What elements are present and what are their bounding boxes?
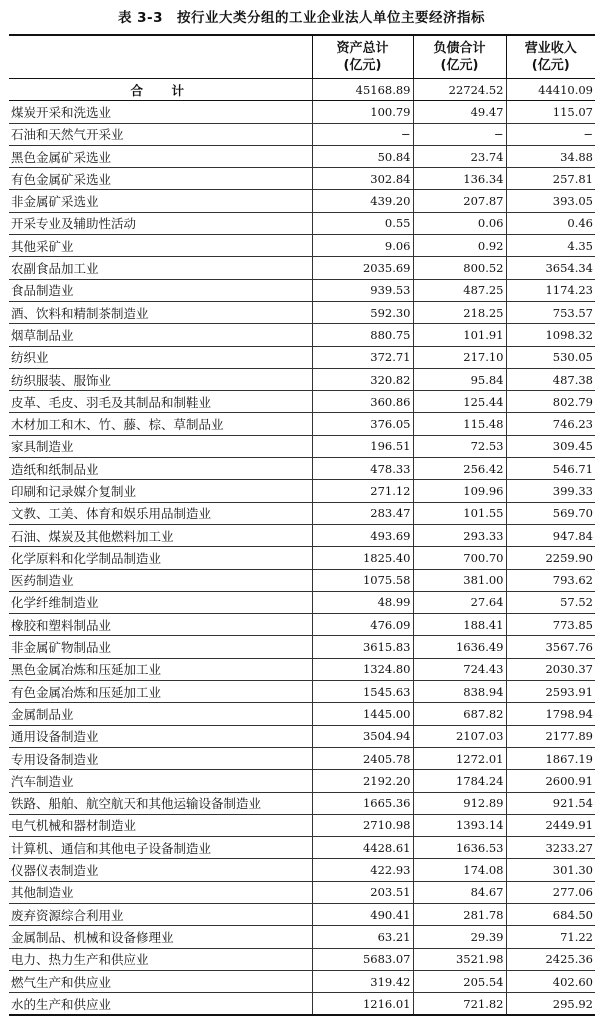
industry-name: 橡胶和塑料制品业 <box>9 614 312 636</box>
industry-name: 电气机械和器材制造业 <box>9 814 312 836</box>
revenue-value: 309.45 <box>506 435 595 457</box>
assets-value: 283.47 <box>312 502 413 524</box>
revenue-value: 2177.89 <box>506 725 595 747</box>
header-operating-revenue-label: 营业收入 <box>524 41 577 56</box>
industry-name: 化学原料和化学制品制造业 <box>9 547 312 569</box>
liabilities-value: 912.89 <box>413 792 506 814</box>
industry-name: 木材加工和木、竹、藤、棕、草制品业 <box>9 413 312 435</box>
header-total-liabilities <box>413 35 506 79</box>
total-label: 合 计 <box>9 79 312 101</box>
industry-name: 造纸和纸制品业 <box>9 458 312 480</box>
liabilities-value: 0.06 <box>413 212 506 234</box>
assets-value: 939.53 <box>312 279 413 301</box>
revenue-value: 4.35 <box>506 235 595 257</box>
liabilities-value: 29.39 <box>413 926 506 948</box>
table-row <box>9 970 595 992</box>
assets-value: 422.93 <box>312 859 413 881</box>
industry-name: 汽车制造业 <box>9 770 312 792</box>
industry-name: 印刷和记录媒介复制业 <box>9 480 312 502</box>
table-row <box>9 279 595 301</box>
revenue-value: 0.46 <box>506 212 595 234</box>
assets-value: 3504.94 <box>312 725 413 747</box>
industry-name: 烟草制品业 <box>9 324 312 346</box>
liabilities-value: 256.42 <box>413 458 506 480</box>
table-row <box>9 257 595 279</box>
revenue-value: 684.50 <box>506 903 595 925</box>
revenue-value: 802.79 <box>506 391 595 413</box>
assets-value: 50.84 <box>312 145 413 167</box>
table-row <box>9 480 595 502</box>
liabilities-value: 381.00 <box>413 569 506 591</box>
revenue-value: 487.38 <box>506 368 595 390</box>
assets-value: − <box>312 123 413 145</box>
header-total-liabilities-unit: (亿元) <box>440 58 479 73</box>
table-row <box>9 524 595 546</box>
table-row <box>9 903 595 925</box>
table-row <box>9 837 595 859</box>
total-revenue-value: 44410.09 <box>506 79 595 101</box>
table-row <box>9 324 595 346</box>
revenue-value: 3233.27 <box>506 837 595 859</box>
revenue-value: 569.70 <box>506 502 595 524</box>
assets-value: 592.30 <box>312 301 413 323</box>
industry-name: 有色金属矿采选业 <box>9 168 312 190</box>
liabilities-value: 721.82 <box>413 993 506 1016</box>
liabilities-value: 205.54 <box>413 970 506 992</box>
liabilities-value: 95.84 <box>413 368 506 390</box>
revenue-value: 2259.90 <box>506 547 595 569</box>
table-row <box>9 614 595 636</box>
header-operating-revenue-unit: (亿元) <box>531 58 570 73</box>
assets-value: 439.20 <box>312 190 413 212</box>
assets-value: 2405.78 <box>312 747 413 769</box>
industry-name: 燃气生产和供应业 <box>9 970 312 992</box>
table-row <box>9 926 595 948</box>
revenue-value: 753.57 <box>506 301 595 323</box>
revenue-value: 1798.94 <box>506 703 595 725</box>
table-row <box>9 458 595 480</box>
liabilities-value: 1636.49 <box>413 636 506 658</box>
liabilities-value: 72.53 <box>413 435 506 457</box>
liabilities-value: 207.87 <box>413 190 506 212</box>
liabilities-value: 487.25 <box>413 279 506 301</box>
table-row <box>9 212 595 234</box>
industry-name: 其他制造业 <box>9 881 312 903</box>
table-row <box>9 636 595 658</box>
industry-name: 通用设备制造业 <box>9 725 312 747</box>
liabilities-value: 115.48 <box>413 413 506 435</box>
assets-value: 1216.01 <box>312 993 413 1016</box>
assets-value: 0.55 <box>312 212 413 234</box>
table-row <box>9 591 595 613</box>
industry-name: 开采专业及辅助性活动 <box>9 212 312 234</box>
economic-indicators-table <box>9 34 595 1016</box>
total-assets-value: 45168.89 <box>312 79 413 101</box>
revenue-value: 746.23 <box>506 413 595 435</box>
liabilities-value: 27.64 <box>413 591 506 613</box>
revenue-value: 2449.91 <box>506 814 595 836</box>
table-row <box>9 502 595 524</box>
table-row <box>9 814 595 836</box>
industry-name: 其他采矿业 <box>9 235 312 257</box>
assets-value: 271.12 <box>312 480 413 502</box>
assets-value: 880.75 <box>312 324 413 346</box>
revenue-value: 2600.91 <box>506 770 595 792</box>
industry-name: 文教、工美、体育和娱乐用品制造业 <box>9 502 312 524</box>
revenue-value: 773.85 <box>506 614 595 636</box>
assets-value: 63.21 <box>312 926 413 948</box>
assets-value: 476.09 <box>312 614 413 636</box>
table-body <box>9 79 595 1016</box>
table-row <box>9 569 595 591</box>
table-row <box>9 413 595 435</box>
assets-value: 360.86 <box>312 391 413 413</box>
revenue-value: 2425.36 <box>506 948 595 970</box>
table-row <box>9 301 595 323</box>
assets-value: 319.42 <box>312 970 413 992</box>
header-row <box>9 35 595 79</box>
liabilities-value: 218.25 <box>413 301 506 323</box>
industry-name: 铁路、船舶、航空航天和其他运输设备制造业 <box>9 792 312 814</box>
industry-name: 计算机、通信和其他电子设备制造业 <box>9 837 312 859</box>
industry-name: 煤炭开采和洗选业 <box>9 101 312 123</box>
industry-name: 家具制造业 <box>9 435 312 457</box>
industry-name: 皮革、毛皮、羽毛及其制品和制鞋业 <box>9 391 312 413</box>
liabilities-value: 724.43 <box>413 658 506 680</box>
table-row <box>9 368 595 390</box>
revenue-value: 295.92 <box>506 993 595 1016</box>
liabilities-value: 188.41 <box>413 614 506 636</box>
revenue-value: 1174.23 <box>506 279 595 301</box>
table-row <box>9 145 595 167</box>
table-row <box>9 547 595 569</box>
revenue-value: 1867.19 <box>506 747 595 769</box>
assets-value: 2710.98 <box>312 814 413 836</box>
assets-value: 2035.69 <box>312 257 413 279</box>
total-row <box>9 79 595 101</box>
revenue-value: − <box>506 123 595 145</box>
assets-value: 372.71 <box>312 346 413 368</box>
assets-value: 203.51 <box>312 881 413 903</box>
revenue-value: 2030.37 <box>506 658 595 680</box>
industry-name: 农副食品加工业 <box>9 257 312 279</box>
assets-value: 493.69 <box>312 524 413 546</box>
industry-name: 食品制造业 <box>9 279 312 301</box>
header-total-assets-label: 资产总计 <box>336 41 389 56</box>
revenue-value: 34.88 <box>506 145 595 167</box>
industry-name: 黑色金属冶炼和压延加工业 <box>9 658 312 680</box>
industry-name: 专用设备制造业 <box>9 747 312 769</box>
industry-name: 仪器仪表制造业 <box>9 859 312 881</box>
industry-name: 电力、热力生产和供应业 <box>9 948 312 970</box>
header-industry <box>9 35 312 79</box>
table-row <box>9 658 595 680</box>
assets-value: 1545.63 <box>312 681 413 703</box>
liabilities-value: 109.96 <box>413 480 506 502</box>
revenue-value: 399.33 <box>506 480 595 502</box>
table-row <box>9 747 595 769</box>
liabilities-value: 217.10 <box>413 346 506 368</box>
table-row <box>9 792 595 814</box>
revenue-value: 301.30 <box>506 859 595 881</box>
liabilities-value: 101.91 <box>413 324 506 346</box>
table-row <box>9 993 595 1016</box>
industry-name: 黑色金属矿采选业 <box>9 145 312 167</box>
liabilities-value: 3521.98 <box>413 948 506 970</box>
industry-name: 石油和天然气开采业 <box>9 123 312 145</box>
industry-name: 废弃资源综合利用业 <box>9 903 312 925</box>
revenue-value: 3567.76 <box>506 636 595 658</box>
industry-name: 金属制品、机械和设备修理业 <box>9 926 312 948</box>
liabilities-value: 293.33 <box>413 524 506 546</box>
table-row <box>9 859 595 881</box>
liabilities-value: 1393.14 <box>413 814 506 836</box>
industry-name: 纺织服装、服饰业 <box>9 368 312 390</box>
industry-name: 医药制造业 <box>9 569 312 591</box>
assets-value: 478.33 <box>312 458 413 480</box>
revenue-value: 2593.91 <box>506 681 595 703</box>
revenue-value: 71.22 <box>506 926 595 948</box>
liabilities-value: 23.74 <box>413 145 506 167</box>
liabilities-value: 136.34 <box>413 168 506 190</box>
header-total-assets-unit: (亿元) <box>343 58 382 73</box>
industry-name: 纺织业 <box>9 346 312 368</box>
assets-value: 302.84 <box>312 168 413 190</box>
table-row <box>9 435 595 457</box>
revenue-value: 393.05 <box>506 190 595 212</box>
revenue-value: 57.52 <box>506 591 595 613</box>
revenue-value: 530.05 <box>506 346 595 368</box>
assets-value: 100.79 <box>312 101 413 123</box>
revenue-value: 115.07 <box>506 101 595 123</box>
liabilities-value: 281.78 <box>413 903 506 925</box>
header-operating-revenue <box>506 35 595 79</box>
assets-value: 1324.80 <box>312 658 413 680</box>
assets-value: 320.82 <box>312 368 413 390</box>
table-row <box>9 190 595 212</box>
assets-value: 376.05 <box>312 413 413 435</box>
table-title: 表 3-3 按行业大类分组的工业企业法人单位主要经济指标 <box>117 10 486 26</box>
assets-value: 196.51 <box>312 435 413 457</box>
liabilities-value: 0.92 <box>413 235 506 257</box>
table-row <box>9 123 595 145</box>
liabilities-value: 125.44 <box>413 391 506 413</box>
table-row <box>9 346 595 368</box>
revenue-value: 402.60 <box>506 970 595 992</box>
liabilities-value: 2107.03 <box>413 725 506 747</box>
table-row <box>9 101 595 123</box>
revenue-value: 793.62 <box>506 569 595 591</box>
assets-value: 5683.07 <box>312 948 413 970</box>
table-row <box>9 681 595 703</box>
liabilities-value: 101.55 <box>413 502 506 524</box>
assets-value: 2192.20 <box>312 770 413 792</box>
table-row <box>9 881 595 903</box>
assets-value: 1825.40 <box>312 547 413 569</box>
industry-name: 非金属矿采选业 <box>9 190 312 212</box>
industry-name: 化学纤维制造业 <box>9 591 312 613</box>
revenue-value: 257.81 <box>506 168 595 190</box>
assets-value: 3615.83 <box>312 636 413 658</box>
table-row <box>9 725 595 747</box>
assets-value: 490.41 <box>312 903 413 925</box>
industry-name: 酒、饮料和精制茶制造业 <box>9 301 312 323</box>
liabilities-value: 838.94 <box>413 681 506 703</box>
liabilities-value: 174.08 <box>413 859 506 881</box>
revenue-value: 921.54 <box>506 792 595 814</box>
assets-value: 1075.58 <box>312 569 413 591</box>
assets-value: 48.99 <box>312 591 413 613</box>
liabilities-value: 49.47 <box>413 101 506 123</box>
assets-value: 9.06 <box>312 235 413 257</box>
assets-value: 1445.00 <box>312 703 413 725</box>
liabilities-value: 84.67 <box>413 881 506 903</box>
table-row <box>9 391 595 413</box>
liabilities-value: 687.82 <box>413 703 506 725</box>
revenue-value: 277.06 <box>506 881 595 903</box>
industry-name: 水的生产和供应业 <box>9 993 312 1016</box>
liabilities-value: 1784.24 <box>413 770 506 792</box>
total-liabilities-value: 22724.52 <box>413 79 506 101</box>
industry-name: 非金属矿物制品业 <box>9 636 312 658</box>
assets-value: 1665.36 <box>312 792 413 814</box>
revenue-value: 546.71 <box>506 458 595 480</box>
table-header <box>9 35 595 79</box>
table-row <box>9 703 595 725</box>
liabilities-value: − <box>413 123 506 145</box>
liabilities-value: 1636.53 <box>413 837 506 859</box>
industry-name: 有色金属冶炼和压延加工业 <box>9 681 312 703</box>
revenue-value: 1098.32 <box>506 324 595 346</box>
industry-name: 石油、煤炭及其他燃料加工业 <box>9 524 312 546</box>
table-row <box>9 948 595 970</box>
table-row <box>9 168 595 190</box>
table-row <box>9 770 595 792</box>
header-total-liabilities-label: 负债合计 <box>433 41 486 56</box>
liabilities-value: 700.70 <box>413 547 506 569</box>
liabilities-value: 800.52 <box>413 257 506 279</box>
table-row <box>9 235 595 257</box>
header-total-assets <box>312 35 413 79</box>
revenue-value: 947.84 <box>506 524 595 546</box>
revenue-value: 3654.34 <box>506 257 595 279</box>
assets-value: 4428.61 <box>312 837 413 859</box>
liabilities-value: 1272.01 <box>413 747 506 769</box>
industry-name: 金属制品业 <box>9 703 312 725</box>
